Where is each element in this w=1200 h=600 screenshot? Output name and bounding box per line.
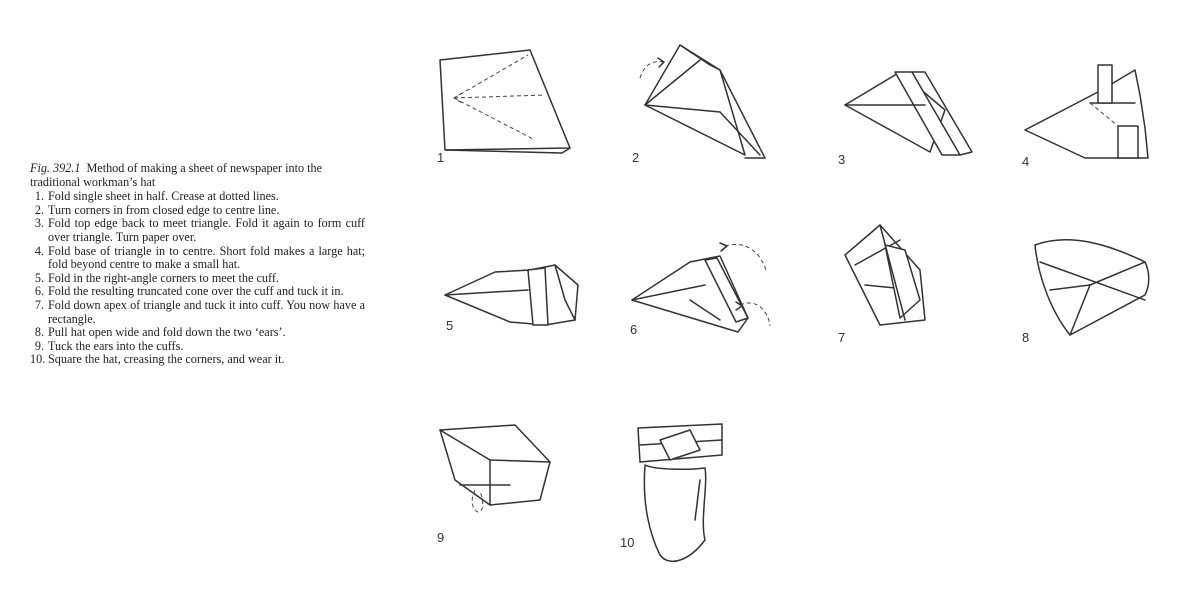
step-7-illustration (845, 225, 925, 325)
step-item: 9. Tuck the ears into the cuffs. (34, 338, 184, 353)
step-10-illustration (638, 424, 722, 561)
step-item: 1. Fold single sheet in half. Crease at dotted lines. (34, 189, 279, 204)
step-item: 7. Fold down apex of triangle and tuck it into cuff. You now have a rectangle. (34, 297, 365, 326)
step-item: 5. Fold in the right-angle corners to meet the cuff. (34, 270, 279, 285)
step-label: 1 (437, 150, 445, 165)
step-1-illustration (440, 50, 570, 153)
step-9-illustration (440, 425, 550, 512)
step-label: 6 (630, 322, 638, 337)
step-item: 2. Turn corners in from closed edge to centre line. (34, 202, 280, 217)
step-label: 5 (446, 318, 454, 333)
step-label: 8 (1022, 330, 1030, 345)
step-item: 3. Fold top edge back to meet triangle. Fold it again to form cuff over triangle. Turn paper over. (34, 216, 365, 244)
step-label: 3 (838, 152, 846, 167)
step-3-illustration (845, 72, 972, 155)
step-item: 10. Square the hat, creasing the corners, and wear it. (30, 352, 285, 367)
step-label: 9 (437, 530, 445, 545)
step-6-illustration (632, 243, 770, 332)
step-label: 4 (1022, 154, 1030, 169)
step-8-illustration (1035, 240, 1149, 335)
step-5-illustration (445, 265, 578, 325)
step-2-illustration (640, 45, 765, 158)
step-4-illustration (1025, 65, 1148, 158)
caption-title-text: Method of making a sheet of newspaper into the traditional workman’s hat (30, 161, 323, 189)
step-label: 7 (838, 330, 846, 345)
step-label: 2 (632, 150, 640, 165)
step-item: 6. Fold the resulting truncated cone over the cuff and tuck it in. (34, 284, 344, 299)
step-item: 4. Fold base of triangle in to centre. Short fold makes a large hat; fold beyond centre to make a small hat. (34, 243, 365, 272)
figure-number: Fig. 392.1 (30, 161, 81, 175)
step-label: 10 (620, 535, 635, 550)
step-item: 8. Pull hat open wide and fold down the two ‘ears’. (34, 325, 286, 340)
